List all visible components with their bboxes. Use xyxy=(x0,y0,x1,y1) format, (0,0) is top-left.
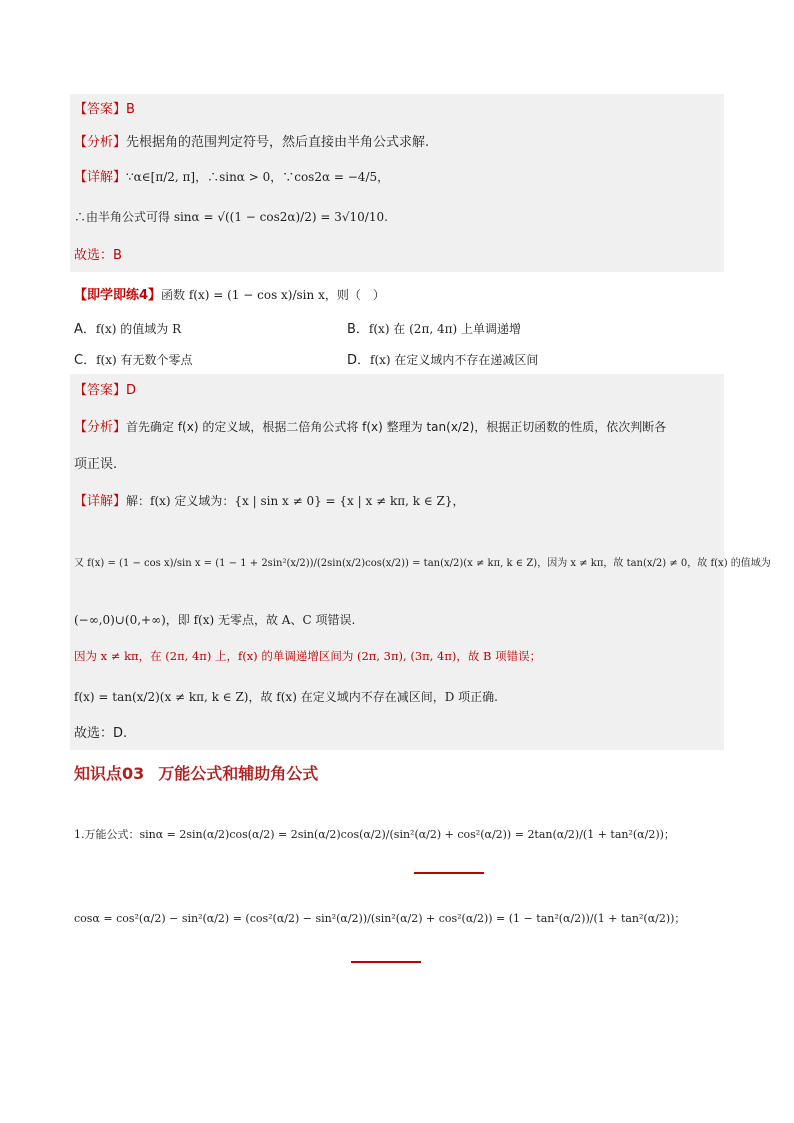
detail-row-2-line-5 xyxy=(74,688,498,707)
detail-row-2-line-3 xyxy=(74,611,355,630)
detail-line-5: f(x) = tan(x/2)(x ≠ kπ, k ∈ Z)，故 f(x) 在定义域内不存在减区间，D 项正确. xyxy=(74,690,498,704)
answer-tag: 【答案】 xyxy=(74,102,127,117)
sin-formula: 1.万能公式：sinα = 2sin(α/2)cos(α/2) = 2sin(α/2)cos(α/2)/(sin²(α/2) + cos²(α/2)) = 2tan(α/2)/(1 + tan²(α/2))； xyxy=(74,828,675,841)
analysis-line-1: 首先确定 f(x) 的定义域，根据二倍角公式将 f(x) 整理为 tan(x/2)，根据正切函数的性质，依次判断各 xyxy=(126,420,667,434)
exercise-tag: 【即学即练4】 xyxy=(74,288,162,303)
analysis-tag: 【分析】 xyxy=(74,135,127,150)
detail-row-1 xyxy=(74,168,389,187)
detail-line-2: ∴由半角公式可得 sinα = √((1 − cos2α)/2) = 3√10/10. xyxy=(74,210,388,224)
analysis-tag: 【分析】 xyxy=(74,420,127,435)
answer-row-1 xyxy=(74,101,135,119)
detail-line-1: ∵α∈[π/2, π]，∴sinα > 0，∵cos2α = −4/5， xyxy=(126,170,390,184)
analysis-row-2 xyxy=(74,418,666,437)
option-b-text: f(x) 在 (2π, 4π) 上单调递增 xyxy=(368,322,521,336)
answer-value: D xyxy=(126,383,137,398)
detail-tag: 【详解】 xyxy=(74,170,127,185)
section-title: 万能公式和辅助角公式 xyxy=(158,764,319,783)
detail-line-3: (−∞,0)∪(0,+∞)，即 f(x) 无零点，故 A、C 项错误. xyxy=(74,613,356,627)
section-number: 知识点03 xyxy=(74,764,145,783)
analysis-row-2-line-2 xyxy=(74,456,117,474)
detail-tag: 【详解】 xyxy=(74,494,127,509)
detail-line-4: 因为 x ≠ kπ，在 (2π, 4π) 上，f(x) 的单调递增区间为 (2π, 3π), (3π, 4π)，故 B 项错误； xyxy=(74,649,542,663)
universal-formula-sin xyxy=(74,826,675,844)
option-c xyxy=(74,351,192,370)
detail-row-2 xyxy=(74,492,465,511)
detail-row-1-line-2 xyxy=(74,208,388,227)
option-c-text: f(x) 有无数个零点 xyxy=(96,353,193,367)
option-b-label: B． xyxy=(347,322,369,337)
detail-row-2-line-4 xyxy=(74,647,541,666)
cos-formula-underline xyxy=(351,961,421,963)
exercise-stem: 函数 f(x) = (1 − cos x)/sin x，则（ ） xyxy=(161,288,385,302)
detail-line-1: 解：f(x) 定义域为：{x | sin x ≠ 0} = {x | x ≠ kπ, k ∈ Z}， xyxy=(126,494,465,508)
section-heading xyxy=(74,761,318,784)
sin-formula-underline xyxy=(414,872,484,874)
option-a xyxy=(74,320,181,339)
analysis-line-2: 项正误. xyxy=(74,457,118,472)
option-d-text: f(x) 在定义域内不存在递减区间 xyxy=(370,353,539,367)
option-d xyxy=(347,351,538,370)
analysis-row-1 xyxy=(74,134,429,152)
analysis-text: 先根据角的范围判定符号，然后直接由半角公式求解. xyxy=(126,135,430,150)
exercise-stem-row xyxy=(74,286,385,305)
option-a-text: f(x) 的值域为 R xyxy=(95,322,182,336)
detail-row-2-line-2 xyxy=(74,554,771,573)
detail-line-2: 又 f(x) = (1 − cos x)/sin x = (1 − 1 + 2sin²(x/2))/(2sin(x/2)cos(x/2)) = tan(x/2)(x ≠ kπ, k ∈ Z)，因为 x ≠ kπ，故 tan(x/2) ≠ 0，故 f(x) 的值域为 xyxy=(74,558,771,569)
option-d-label: D． xyxy=(347,353,371,368)
universal-formula-cos xyxy=(74,910,685,928)
answer-row-2 xyxy=(74,382,136,400)
choice-row-1 xyxy=(74,247,122,265)
answer-value: B xyxy=(126,102,135,117)
choice-text: 故选：D. xyxy=(74,726,128,741)
cos-formula: cosα = cos²(α/2) − sin²(α/2) = (cos²(α/2) − sin²(α/2))/(sin²(α/2) + cos²(α/2)) = (1 − tan²(α/2))/(1 + tan²(α/2))； xyxy=(74,912,686,925)
option-a-label: A． xyxy=(74,322,96,337)
choice-text: 故选：B xyxy=(74,248,122,263)
answer-tag: 【答案】 xyxy=(74,383,127,398)
option-c-label: C． xyxy=(74,353,97,368)
option-b xyxy=(347,320,521,339)
choice-row-2 xyxy=(74,725,127,743)
